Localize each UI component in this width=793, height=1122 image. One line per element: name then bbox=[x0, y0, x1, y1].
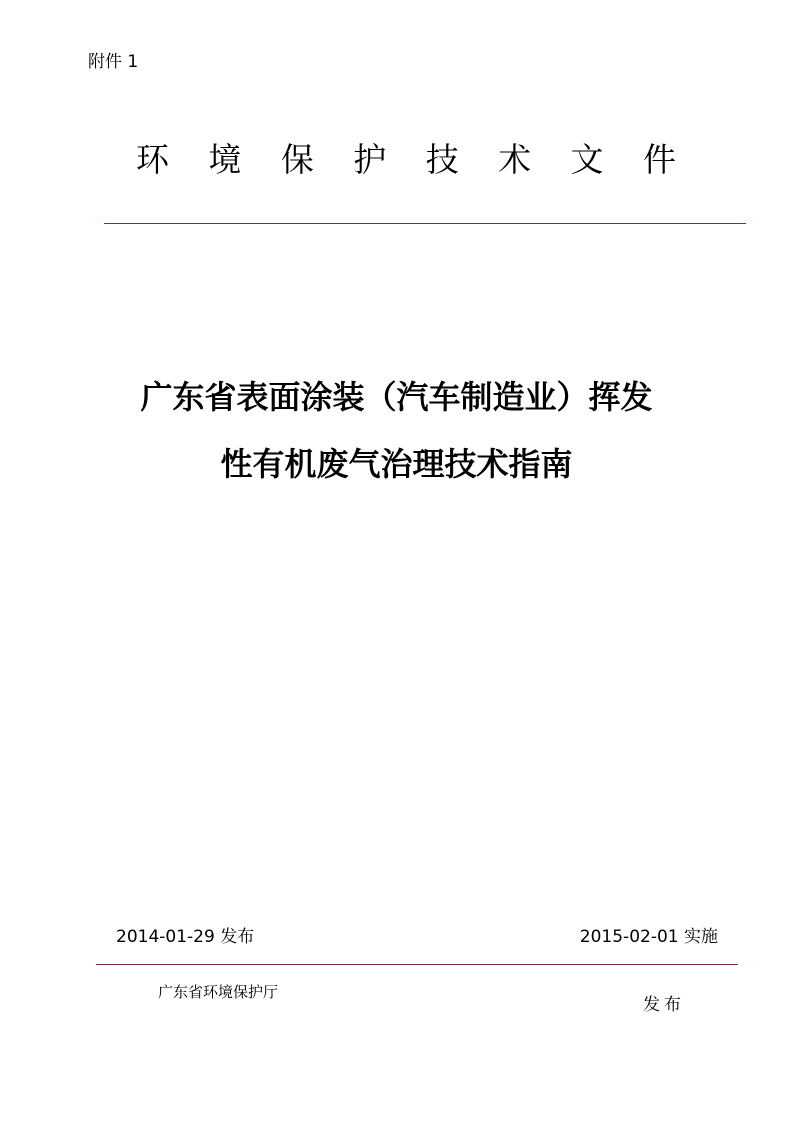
doc-type-char: 护 bbox=[353, 140, 387, 179]
document-title-line-1: 广东省表面涂装（汽车制造业）挥发 bbox=[140, 378, 653, 416]
doc-type-char: 保 bbox=[280, 140, 314, 179]
doc-type-char: 文 bbox=[570, 140, 604, 179]
footer-divider bbox=[96, 964, 738, 965]
issuing-authority: 广东省环境保护厅 bbox=[158, 983, 279, 1001]
doc-type-char: 环 bbox=[136, 140, 169, 179]
document-title-line-2: 性有机废气治理技术指南 bbox=[220, 445, 573, 483]
doc-type-char: 件 bbox=[642, 140, 676, 179]
doc-type-char: 技 bbox=[425, 140, 459, 179]
effective-date: 2015-02-01 实施 bbox=[579, 927, 718, 947]
document-type-heading bbox=[136, 140, 676, 180]
doc-type-char: 术 bbox=[498, 140, 532, 179]
doc-type-char: 境 bbox=[208, 140, 242, 179]
publish-date: 2014-01-29 发布 bbox=[116, 927, 255, 947]
publish-label: 发布 bbox=[643, 995, 685, 1015]
header-divider bbox=[104, 223, 746, 224]
attachment-label: 附件 1 bbox=[88, 52, 139, 72]
